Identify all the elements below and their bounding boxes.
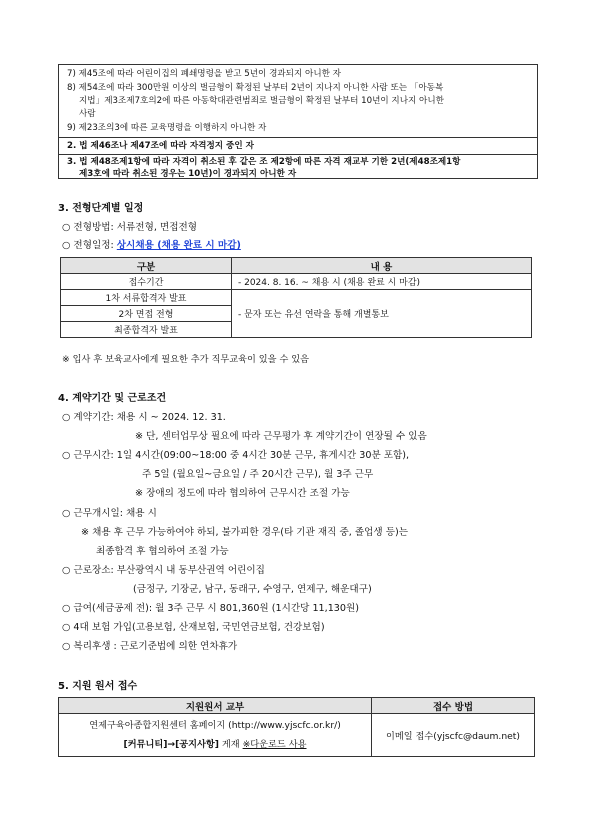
start-date-note-line1: ※ 채용 후 근무 가능하여야 하되, 불가피한 경우(타 기관 재직 중, 졸업생 등)는 — [81, 527, 408, 538]
work-hours-line2: 주 5일 (월요일~금요일 / 주 20시간 근무), 월 3주 근무 — [142, 469, 374, 480]
content-cell: - 2024. 8. 16. ~ 채용 시 (채용 완료 시 마감) — [232, 274, 532, 290]
download-link[interactable]: ※다운로드 사용 — [242, 739, 307, 750]
stage-cell: 2차 면접 전형 — [61, 306, 232, 322]
start-date: ○ 근무개시일: 채용 시 — [62, 508, 157, 519]
rolling-recruitment-link[interactable]: 상시채용 (채용 완료 시 마감) — [116, 240, 241, 251]
disqualify-rule-3-line2: 제3호에 따라 취소된 경우는 10년)이 경과되지 아니한 자 — [79, 169, 297, 179]
divider — [59, 137, 537, 138]
disqualify-rule-2: 2. 법 제46조나 제47조에 따라 자격정지 중인 자 — [67, 141, 254, 151]
selection-method: ○ 전형방법: 서류전형, 면접전형 — [62, 222, 198, 233]
section-4-heading: 4. 계약기간 및 근로조건 — [58, 393, 167, 404]
table-header-stage: 구분 — [61, 258, 232, 274]
table-row — [61, 290, 532, 306]
content-cell: - 문자 또는 유선 연락을 통해 개별통보 — [232, 290, 532, 338]
table-header-method: 접수 방법 — [372, 698, 535, 714]
start-date-note-line2: 최종합격 후 협의하여 조절 가능 — [96, 546, 229, 557]
distribution-cell — [59, 714, 372, 757]
stage-cell: 최종합격자 발표 — [61, 322, 232, 338]
application-method-cell: 이메일 접수(yjscfc@daum.net) — [372, 714, 535, 757]
table-header-content: 내 용 — [232, 258, 532, 274]
notice-menu-path: [커뮤니티]→[공지사항] — [123, 739, 220, 750]
selection-schedule-label: ○ 전형일정: — [62, 240, 117, 251]
schedule-table — [60, 257, 532, 338]
table-header-distribution: 지원원서 교부 — [59, 698, 372, 714]
table-row — [61, 274, 532, 290]
posted-text: 게재 — [219, 739, 243, 750]
selection-schedule — [62, 237, 241, 251]
table-header-row — [59, 698, 535, 714]
disqualify-item-8-line2: 지법」제3조제7호의2에 따른 아동학대관련범죄로 벌금형이 확정된 날부터 10년이 지나지 아니한 — [79, 96, 444, 106]
disqualify-item-8-line3: 사람 — [79, 109, 96, 119]
disqualify-item-9: 9) 제23조의3에 따른 교육명령을 이행하지 아니한 자 — [67, 123, 267, 133]
notice-path-line — [59, 735, 371, 754]
training-note: ※ 입사 후 보육교사에게 필요한 추가 직무교육이 있을 수 있음 — [62, 354, 309, 365]
disqualify-rule-3-line1: 3. 법 제48조제1항에 따라 자격이 취소된 후 같은 조 제2항에 따른 자격 재교부 기한 2년(제48조제1항 — [67, 157, 461, 167]
welfare: ○ 복리후생 : 근로기준법에 의한 연차휴가 — [62, 641, 238, 652]
work-place-line2: (금정구, 기장군, 남구, 동래구, 수영구, 연제구, 해운대구) — [133, 584, 372, 595]
contract-period: ○ 계약기간: 채용 시 ~ 2024. 12. 31. — [62, 412, 226, 423]
contract-period-note: ※ 단, 센터업무상 필요에 따라 근무평가 후 계약기간이 연장될 수 있음 — [135, 431, 427, 442]
divider — [59, 154, 537, 155]
stage-cell: 1차 서류합격자 발표 — [61, 290, 232, 306]
application-table — [58, 697, 535, 757]
disqualification-box — [58, 64, 538, 179]
section-5-heading: 5. 지원 원서 접수 — [58, 681, 138, 692]
section-3-heading: 3. 전형단계별 일정 — [58, 203, 144, 214]
work-place-line1: ○ 근로장소: 부산광역시 내 동부산권역 어린이집 — [62, 565, 265, 576]
table-header-row — [61, 258, 532, 274]
table-row — [59, 714, 535, 757]
insurance: ○ 4대 보험 가입(고용보험, 산재보험, 국민연금보험, 건강보험) — [62, 622, 325, 633]
salary: ○ 급여(세금공제 전): 월 3주 근무 시 801,360원 (1시간당 11,130원) — [62, 603, 360, 614]
homepage-line: 연제구육아종합지원센터 홈페이지 (http://www.yjscfc.or.kr/) — [89, 720, 341, 731]
work-hours-note: ※ 장애의 정도에 따라 협의하여 근무시간 조절 가능 — [135, 488, 350, 499]
stage-cell: 접수기간 — [61, 274, 232, 290]
disqualify-item-7: 7) 제45조에 따라 어린이집의 폐쇄명령을 받고 5년이 경과되지 아니한 자 — [67, 69, 341, 79]
work-hours-line1: ○ 근무시간: 1일 4시간(09:00~18:00 중 4시간 30분 근무, 휴게시간 30분 포함), — [62, 450, 410, 461]
disqualify-item-8-line1: 8) 제54조에 따라 300만원 이상의 벌금형이 확정된 날부터 2년이 지나지 아니한 사람 또는 「아동복 — [67, 83, 444, 93]
